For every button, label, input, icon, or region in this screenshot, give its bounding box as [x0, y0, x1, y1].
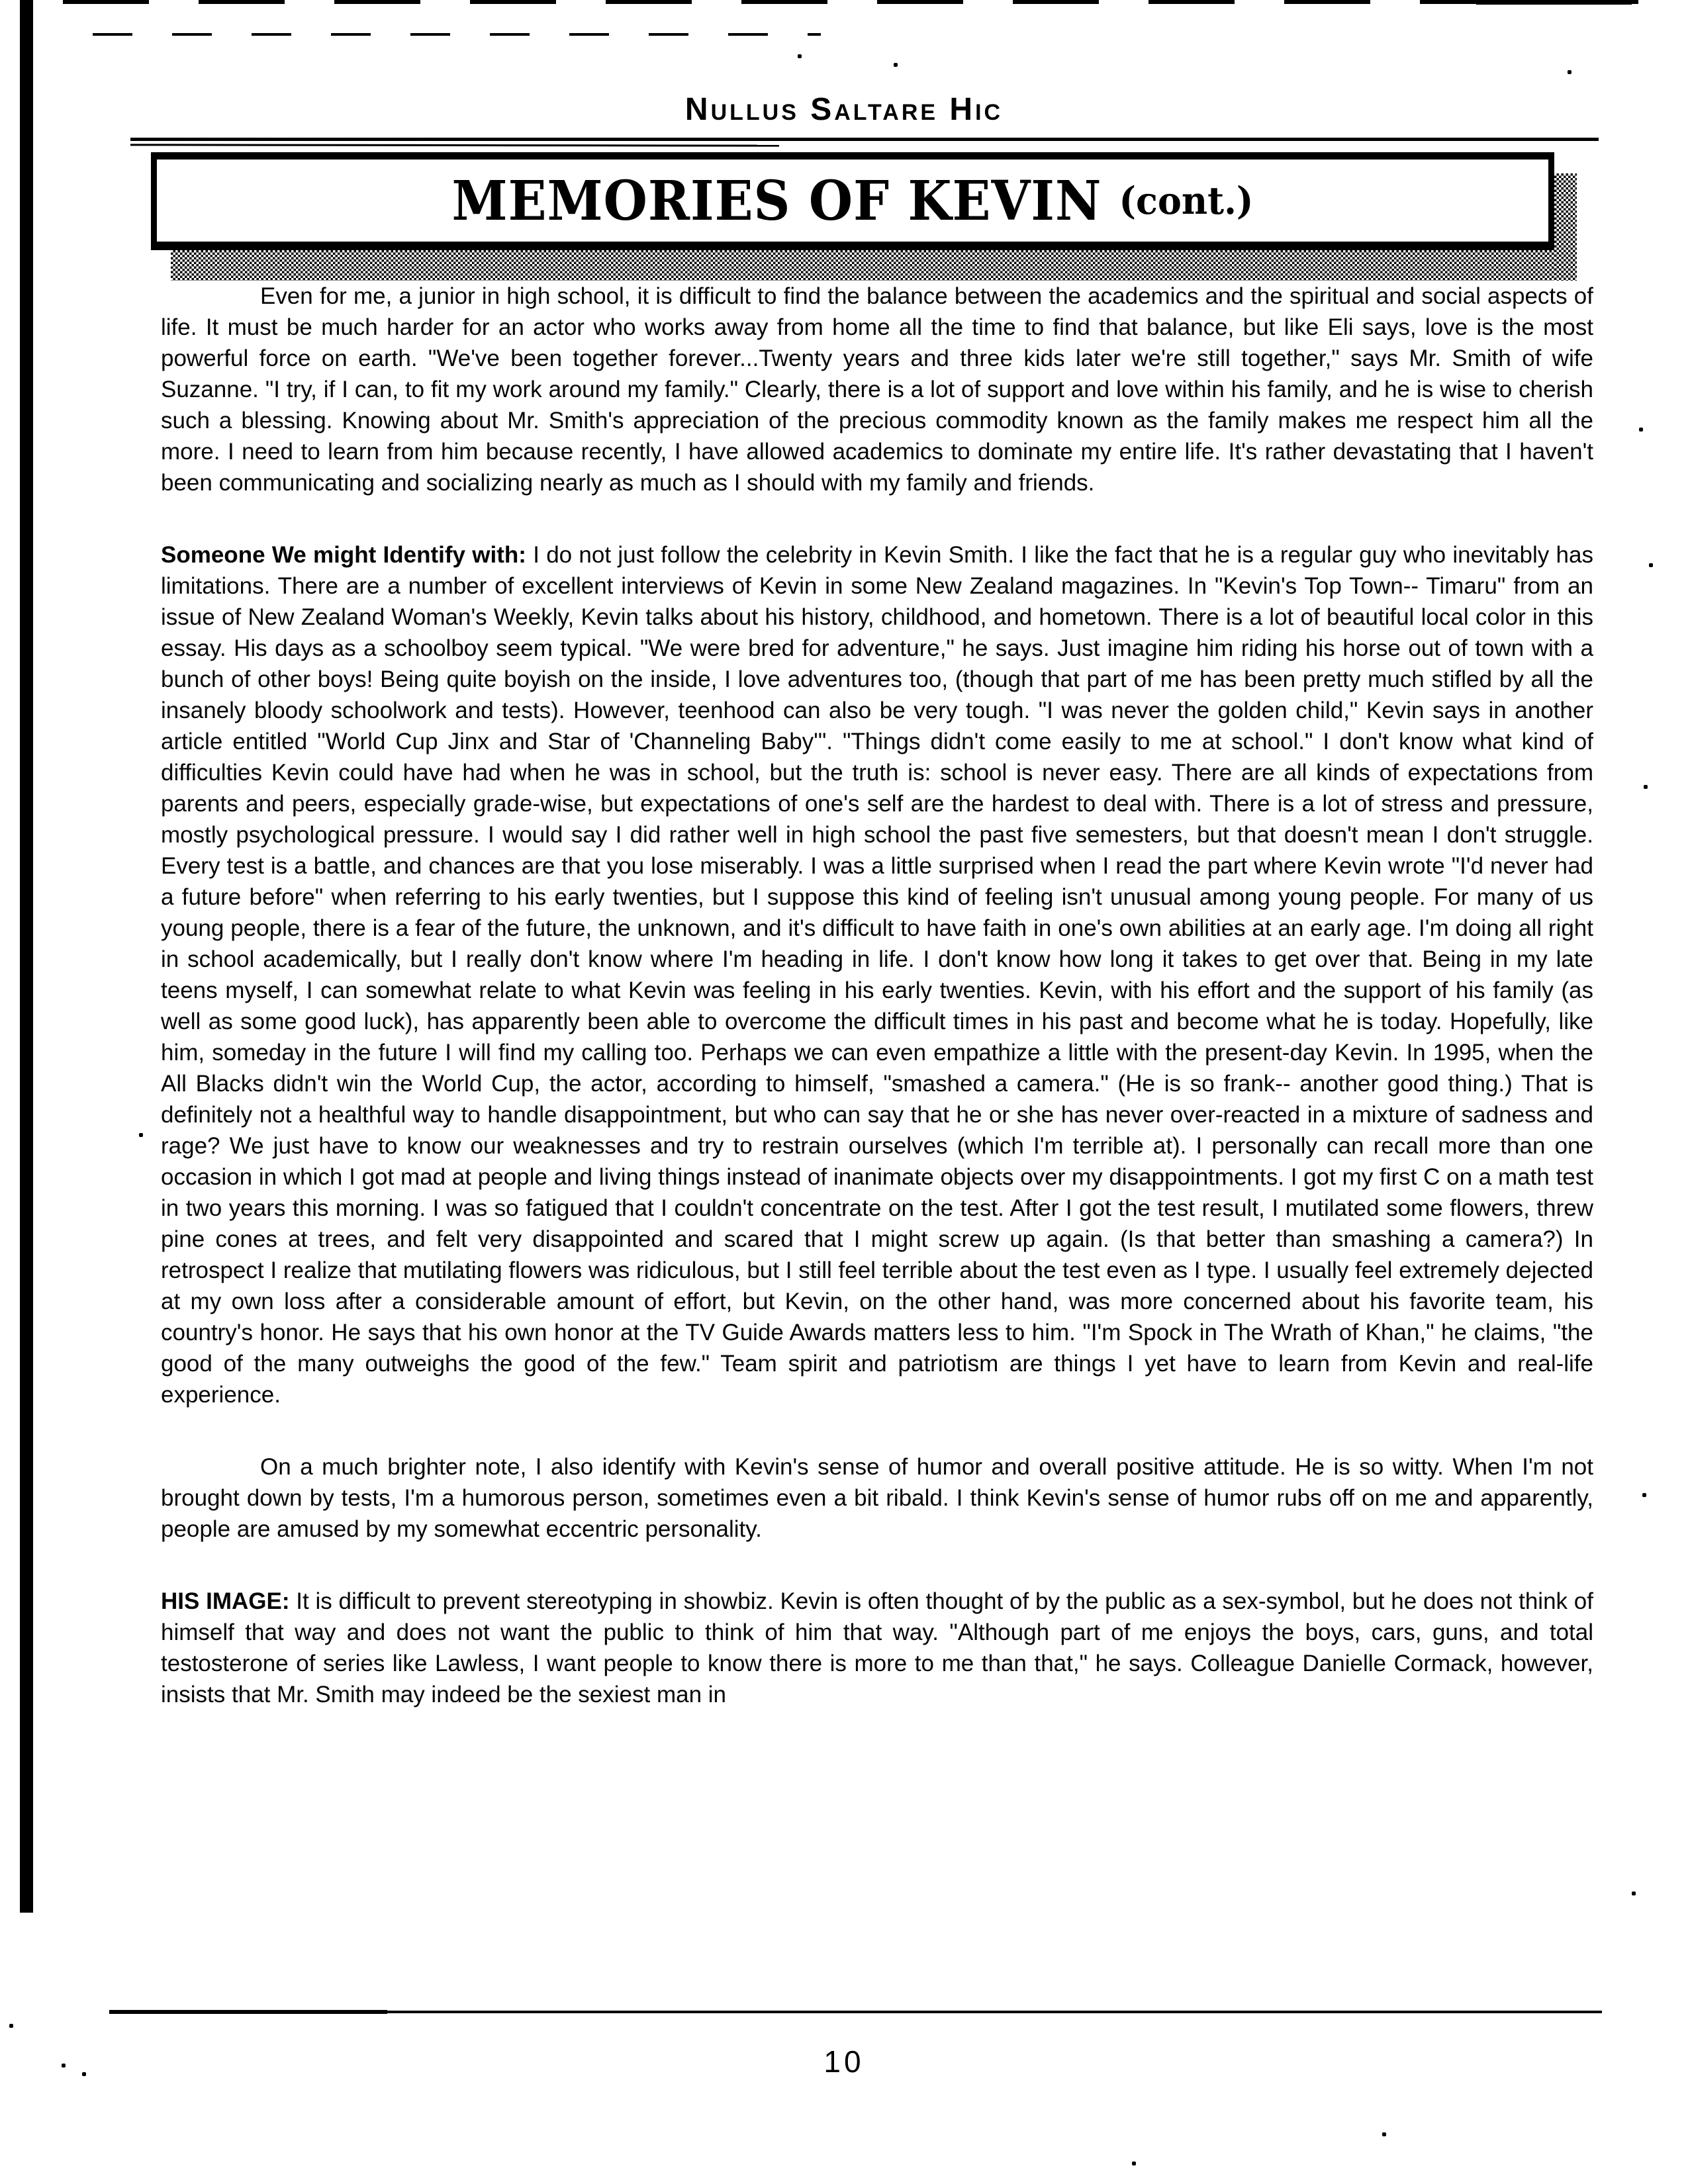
scan-speck [894, 63, 898, 67]
paragraph-4-lead: HIS IMAGE: [161, 1588, 290, 1614]
scan-speck [1132, 2161, 1136, 2165]
article-body [161, 281, 1593, 1710]
paragraph-2 [161, 539, 1593, 1410]
title-box [151, 152, 1554, 250]
scan-speck [1632, 1891, 1636, 1895]
scan-speck [1382, 2132, 1386, 2136]
page-number: 10 [823, 2044, 865, 2079]
scan-artifact-top-right-bar [1476, 0, 1632, 5]
running-header [0, 91, 1688, 128]
paragraph-4-text: It is difficult to prevent stereotyping in showbiz. Kevin is often thought of by the public as a sex-symbol, but he does not think of himself that way and does not want the public to think of him that way. "Although part of me enjoys the boys, cars, guns, and total testosterone of series like Lawless, I want people to know there is more to me than that," he says. Colleague Danielle Cormack, however, insists that Mr. Smith may indeed be the sexiest man in [161, 1588, 1593, 1707]
scan-speck [1649, 563, 1653, 567]
paragraph-3 [161, 1451, 1593, 1545]
scan-artifact-top-dashes [63, 0, 1638, 4]
scan-artifact-left-bar [20, 0, 33, 1913]
title-box-shadow-right [1554, 173, 1577, 281]
scan-speck [798, 54, 802, 58]
scan-speck [1568, 70, 1571, 74]
paragraph-1-text: Even for me, a junior in high school, it is difficult to find the balance between the academics and the spiritual and social aspects of life. It must be much harder for an actor who works away from home all the time to find that balance, but like Eli says, love is the most powerful force on earth. "We've been together forever...Twenty years and three kids later we're still together," says Mr. Smith of wife Suzanne. "I try, if I can, to fit my work around my family." Clearly, there is a lot of support and love within his family, and he is wise to cherish such a blessing. Knowing about Mr. Smith's appreciation of the precious commodity known as the family makes me respect him all the more. I need to learn from him because recently, I have allowed academics to dominate my entire life. It's rather devastating that I haven't been communicating and socializing nearly as much as I should with my family and friends. [161, 283, 1593, 496]
scan-speck [9, 2024, 13, 2028]
page-title-continued-tag: (cont.) [1119, 178, 1254, 223]
paragraph-2-lead: Someone We might Identify with: [161, 542, 526, 568]
scan-artifact-top-dashes-2 [93, 33, 821, 36]
scan-speck [139, 1133, 143, 1137]
paragraph-3-text: On a much brighter note, I also identify with Kevin's sense of humor and overall positive attitude. He is so witty. When I'm not brought down by tests, I'm a humorous person, sometimes even a bit ribald. I think Kevin's sense of humor rubs off on me and apparently, people are amused by my somewhat eccentric personality. [161, 1454, 1593, 1542]
scan-speck [1644, 785, 1648, 789]
title-box-shadow-bottom [171, 250, 1575, 281]
footer-rule-thick-segment [109, 2010, 387, 2014]
page-title: MEMORIES OF KEVIN [451, 168, 1102, 233]
header-rule [130, 138, 1599, 141]
scan-speck [1639, 428, 1643, 432]
scan-speck [1642, 1493, 1646, 1497]
header-rule-double [130, 144, 779, 146]
paragraph-2-text: I do not just follow the celebrity in Kevin Smith. I like the fact that he is a regular guy who inevitably has limitations. There are a number of excellent interviews of Kevin in some New Zealand magazines. In "Kevin's Top Town-- Timaru" from an issue of New Zealand Woman's Weekly, Kevin talks about his history, childhood, and hometown. There is a lot of beautiful local color in this essay. His days as a schoolboy seem typical. "We were bred for adventure," he says. Just imagine him riding his horse out of town with a bunch of other boys! Being quite boyish on the inside, I love adventures too, (though that part of me has been pretty much stifled by all the insanely bloody schoolwork and tests). However, teenhood can also be very tough. "I was never the golden child," Kevin says in another article entitled "World Cup Jinx and Star of 'Channeling Baby'". "Things didn't come easily to me at school." I don't know what kind of difficulties Kevin could have had when he was in school, but the truth is: school is never easy. There are all kinds of expectations from parents and peers, especially grade-wise, but expectations of one's self are the hardest to deal with. There is a lot of stress and pressure, mostly psychological pressure. I would say I did rather well in high school the past five semesters, but that doesn't mean I don't struggle. Every test is a battle, and chances are that you lose miserably. I was a little surprised when I read the part where Kevin wrote "I'd never had a future before" when referring to his early twenties, but I suppose this kind of feeling isn't unusual among young people. For many of us young people, there is a fear of the future, the unknown, and it's difficult to have faith in one's own abilities at an early age. I'm doing all right in school academically, but I really don't know where I'm heading in life. I don't know how long it takes to get over that. Being in my late teens myself, I can somewhat relate to what Kevin was feeling in his early twenties. Kevin, with his effort and the support of his family (as well as some good luck), has apparently been able to overcome the difficult times in his past and become what he is today. Hopefully, like him, someday in the future I will find my calling too. Perhaps we can even empathize a little with the present-day Kevin. In 1995, when the All Blacks didn't win the World Cup, the actor, according to himself, "smashed a camera." (He is so frank-- another good thing.) That is definitely not a healthful way to handle disappointment, but who can say that he or she has never over-reacted in a mixture of sadness and rage? We just have to know our weaknesses and try to restrain ourselves (which I'm terrible at). I personally can recall more than one occasion in which I got mad at people and living things instead of inanimate objects over my disappointments. I got my first C on a math test in two years this morning. I was so fatigued that I couldn't concentrate on the test. After I got the test result, I mutilated some flowers, threw pine cones at trees, and felt very disappointed and scared that I might screw up again. (Is that better than smashing a camera?) In retrospect I realize that mutilating flowers was ridiculous, but I still feel terrible about the test even as I type. I usually feel extremely dejected at my own loss after a considerable amount of effort, but Kevin, on the other hand, was more concerned about his favorite team, his country's honor. He says that his own honor at the TV Guide Awards matters less to him. "I'm Spock in The Wrath of Khan," he claims, "the good of the many outweighs the good of the few." Team spirit and patriotism are things I yet have to learn from Kevin and real-life experience. [161, 542, 1593, 1408]
paragraph-4 [161, 1586, 1593, 1710]
paragraph-1 [161, 281, 1593, 498]
running-header-text: Nullus Saltare Hic [684, 92, 1004, 127]
